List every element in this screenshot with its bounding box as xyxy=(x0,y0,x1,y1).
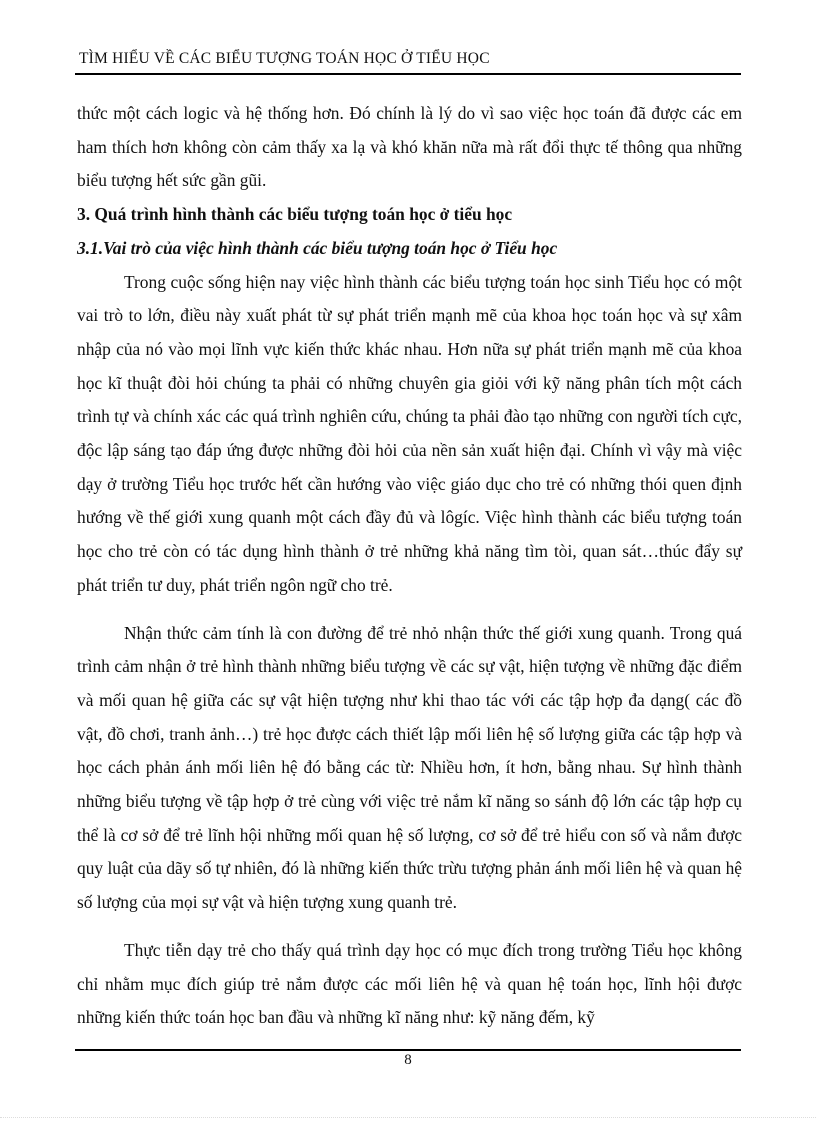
section-heading: 3. Quá trình hình thành các biểu tượng toán học ở tiểu học xyxy=(77,204,513,225)
document-body xyxy=(77,97,742,1035)
page-bottom-edge xyxy=(0,1117,816,1118)
body-paragraph-2: Nhận thức cảm tính là con đường để trẻ nhỏ nhận thức thế giới xung quanh. Trong quá trình cảm nhận ở trẻ hình thành những biểu tượng về các sự vật, hiện tượng về những đặc điểm và mối quan hệ giữa các sự vật hiện tượng như khi thao tác với các tập hợp đa dạng( các đồ vật, đồ chơi, tranh ảnh…) trẻ học được cách thiết lập mối liên hệ số lượng giữa các tập hợp và học cách phản ánh mối liên hệ đó bằng các từ: Nhiều hơn, ít hơn, bằng nhau. Sự hình thành những biểu tượng về tập hợp ở trẻ cùng với việc trẻ nắm kĩ năng so sánh độ lớn các tập hợp cụ thể là cơ sở để trẻ lĩnh hội những mối quan hệ số lượng, cơ sở để trẻ hiểu con số và nắm được quy luật của dãy số tự nhiên, đó là những kiến thức trừu tượng phản ánh mối liên hệ và quan hệ số lượng của mọi sự vật và hiện tượng xung quanh trẻ. xyxy=(77,622,742,913)
footer-rule xyxy=(75,1049,741,1051)
subsection-heading: 3.1.Vai trò của việc hình thành các biểu tượng toán học ở Tiểu học xyxy=(77,237,558,258)
running-header: TÌM HIỂU VỀ CÁC BIỂU TƯỢNG TOÁN HỌC Ở TIỂU HỌC xyxy=(79,50,490,67)
body-paragraph-1: Trong cuộc sống hiện nay việc hình thành các biểu tượng toán học sinh Tiểu học có một vai trò to lớn, điều này xuất phát từ sự phát triển mạnh mẽ của khoa học toán học và sự xâm nhập của nó vào mọi lĩnh vực kiến thức khác nhau. Hơn nữa sự phát triển mạnh mẽ của khoa học kĩ thuật đòi hỏi chúng ta phải có những chuyên gia giỏi với kỹ năng phân tích một cách trình tự và chính xác các quá trình nghiên cứu, chúng ta phải đào tạo những con người tích cực, độc lập sáng tạo đáp ứng được những đòi hỏi của nền sản xuất hiện đại. Chính vì vậy mà việc dạy ở trường Tiểu học trước hết cần hướng vào việc giáo dục cho trẻ có những thói quen định hướng về thế giới xung quanh một cách đầy đủ và lôgíc. Việc hình thành các biểu tượng toán học cho trẻ còn có tác dụng hình thành ở trẻ những khả năng tìm tòi, quan sát…thúc đẩy sự phát triển tư duy, phát triển ngôn ngữ cho trẻ. xyxy=(77,271,742,595)
header-rule xyxy=(75,73,741,75)
page-number: 8 xyxy=(404,1052,412,1068)
body-paragraph-3: Thực tiễn dạy trẻ cho thấy quá trình dạy học có mục đích trong trường Tiểu học không chỉ nhằm mục đích giúp trẻ nắm được các mối liên hệ và quan hệ toán học, lĩnh hội được những kiến thức toán học ban đầu và những kĩ năng như: kỹ năng đếm, kỹ xyxy=(77,939,742,1028)
intro-paragraph: thức một cách logic và hệ thống hơn. Đó chính là lý do vì sao việc học toán đã được các em ham thích hơn không còn cảm thấy xa lạ và khó khăn nữa mà rất đổi thực tế thông qua những biểu tượng hết sức gần gũi. xyxy=(77,103,742,191)
